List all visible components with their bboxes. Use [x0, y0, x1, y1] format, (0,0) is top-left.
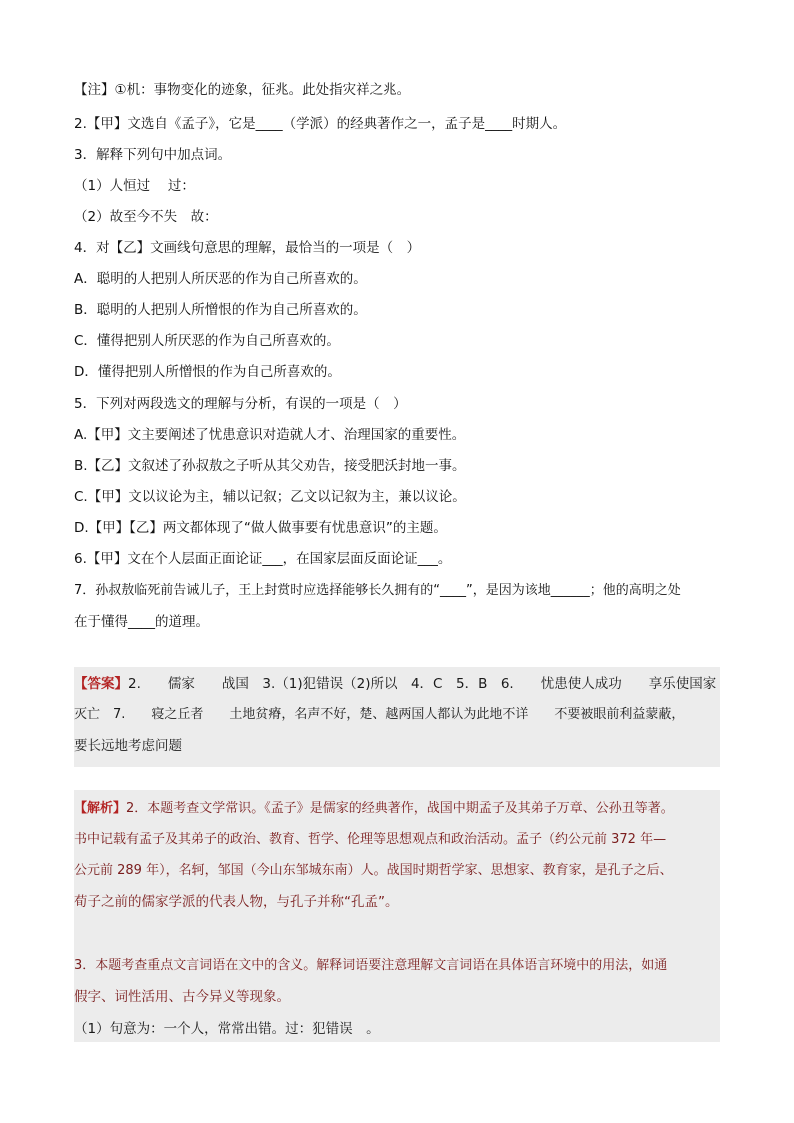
question-7-line-1: 7．孙叔敖临死前告诫儿子，王上封赏时应选择能够长久拥有的“____”，是因为该地______；他的高明之处: [74, 583, 681, 598]
question-3-item-2: （2）故至今不失 故：: [74, 209, 218, 225]
explanation-line-3: 公元前 289 年），名轲，邹国（今山东邹城东南）人。战国时期哲学家、思想家、教育家，是孔子之后、: [74, 863, 673, 878]
question-6: 6.【甲】文在个人层面正面论证___，在国家层面反面论证___。: [74, 551, 452, 567]
question-5-option-b: B.【乙】文叙述了孙叔敖之子听从其父劝告，接受肥沃封地一事。: [74, 458, 466, 474]
answer-text-1: 2. 儒家 战国 3.（1)犯错误（2)所以 4．C 5．B 6. 忧患使人成功 享乐使国家: [128, 676, 717, 692]
explanation-text-1: 2．本题考查文学常识。《孟子》是儒家的经典著作，战国中期孟子及其弟子万章、公孙丑等著。: [126, 801, 674, 816]
answer-line-2: 灭亡 7. 寝之丘者 土地贫瘠，名声不好，楚、越两国人都认为此地不详 不要被眼前利益蒙蔽，: [74, 707, 685, 722]
question-4-option-a: A．聪明的人把别人所厌恶的作为自己所喜欢的。: [74, 271, 367, 287]
answer-line-3: 要长远地考虑问题: [74, 738, 182, 754]
question-5-option-c: C.【甲】文以议论为主，辅以记叙；乙文以记叙为主，兼以议论。: [74, 489, 466, 505]
explanation-line-2: 书中记载有孟子及其弟子的政治、教育、哲学、伦理等思想观点和政治活动。孟子（约公元前 372 年—: [74, 832, 667, 847]
explanation-line-7: （1）句意为：一个人，常常出错。过：犯错误 。: [74, 1021, 380, 1037]
note-line: 【注】①机：事物变化的迹象，征兆。此处指灾祥之兆。: [74, 82, 411, 98]
question-5-option-a: A.【甲】文主要阐述了忧患意识对造就人才、治理国家的重要性。: [74, 427, 466, 443]
question-5-option-d: D.【甲】【乙】两文都体现了“做人做事要有忧患意识”的主题。: [74, 520, 447, 536]
answer-line-1: [74, 674, 716, 694]
question-4-option-b: B．聪明的人把别人所憎恨的作为自己所喜欢的。: [74, 302, 367, 318]
question-5: 5．下列对两段选文的理解与分析，有误的一项是（ ）: [74, 396, 407, 412]
question-4: 4．对【乙】文画线句意思的理解，最恰当的一项是（ ）: [74, 240, 421, 256]
question-4-option-c: C．懂得把别人所厌恶的作为自己所喜欢的。: [74, 333, 340, 349]
question-7-line-2: 在于懂得____的道理。: [74, 614, 209, 630]
question-4-option-d: D．懂得把别人所憎恨的作为自己所喜欢的。: [74, 364, 341, 380]
explanation-line-5: 3．本题考查重点文言词语在文中的含义。解释词语要注意理解文言词语在具体语言环境中的用法，如通: [74, 958, 668, 973]
answer-tag: 【答案】: [74, 676, 128, 692]
question-3: 3．解释下列句中加点词。: [74, 147, 232, 163]
question-3-item-1: （1）人恒过 过：: [74, 178, 195, 194]
explanation-line-4: 荀子之前的儒家学派的代表人物，与孔子并称“孔孟”。: [74, 894, 399, 910]
question-2: 2.【甲】文选自《孟子》，它是____（学派）的经典著作之一，孟子是____时期人。: [74, 116, 567, 132]
explanation-line-1: [74, 799, 674, 819]
explanation-tag: 【解析】: [74, 801, 127, 816]
explanation-line-6: 假字、词性活用、古今异义等现象。: [74, 989, 290, 1005]
